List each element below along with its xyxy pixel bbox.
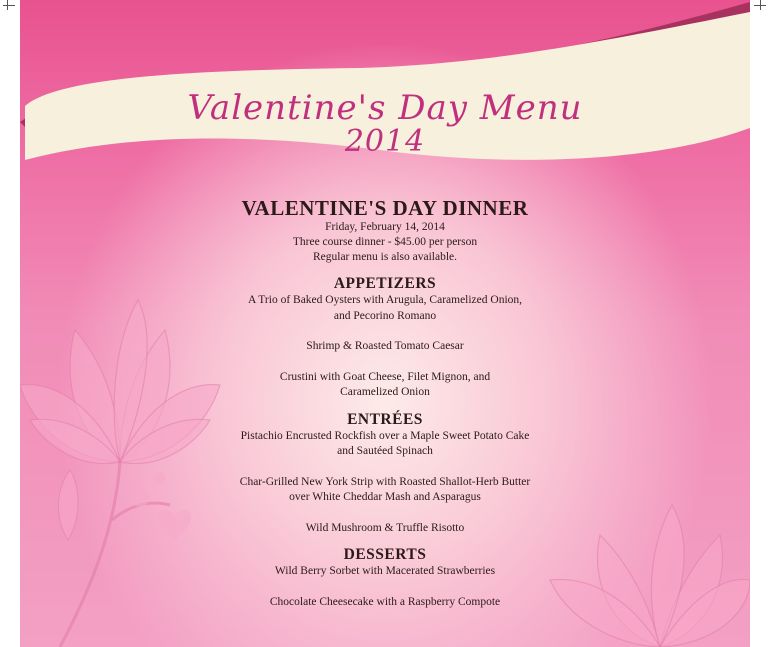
crop-mark — [3, 5, 15, 6]
menu-item — [20, 564, 750, 580]
menu-item — [20, 370, 750, 401]
menu-item-line: Char-Grilled New York Strip with Roasted Shallot-Herb Butter — [239, 475, 531, 488]
crop-mark — [760, 0, 761, 10]
menu-item-line: Wild Mushroom & Truffle Risotto — [305, 521, 465, 534]
menu-item-line: Chocolate Cheesecake with a Raspberry Compote — [269, 595, 501, 608]
menu-content — [20, 196, 750, 610]
dinner-price: Three course dinner - $45.00 per person — [292, 236, 478, 248]
section-title-appetizers: APPETIZERS — [333, 275, 437, 292]
menu-item-line: Pistachio Encrusted Rockfish over a Maple Sweet Potato Cake — [240, 429, 530, 442]
menu-item-line: Caramelized Onion — [340, 386, 430, 398]
menu-item-line: and Pecorino Romano — [333, 309, 437, 322]
menu-year: 2014 — [344, 124, 426, 159]
menu-item-line: Wild Berry Sorbet with Macerated Strawberries — [274, 565, 496, 577]
menu-item-line: and Sautéed Spinach — [337, 445, 433, 457]
dinner-date: Friday, February 14, 2014 — [325, 221, 445, 233]
menu-item-line: over White Cheddar Mash and Asparagus — [289, 491, 481, 503]
menu-item — [20, 475, 750, 506]
menu-item — [20, 429, 750, 460]
menu-item-line: Crustini with Goat Cheese, Filet Mignon, and — [279, 370, 491, 383]
menu-item — [20, 339, 750, 355]
menu-item — [20, 293, 750, 324]
dinner-note: Regular menu is also available. — [312, 251, 458, 263]
menu-item-line: Shrimp & Roasted Tomato Caesar — [306, 340, 464, 352]
section-title-desserts: DESSERTS — [343, 546, 427, 563]
menu-page — [20, 0, 750, 647]
dinner-title: VALENTINE'S DAY DINNER — [241, 196, 529, 220]
menu-item — [20, 521, 750, 537]
crop-mark — [7, 0, 8, 10]
section-title-entrees: ENTRÉES — [347, 410, 423, 428]
menu-title: Valentine's Day Menu — [187, 88, 583, 128]
menu-item-line: A Trio of Baked Oysters with Arugula, Caramelized Onion, — [247, 294, 523, 306]
menu-item — [20, 595, 750, 611]
